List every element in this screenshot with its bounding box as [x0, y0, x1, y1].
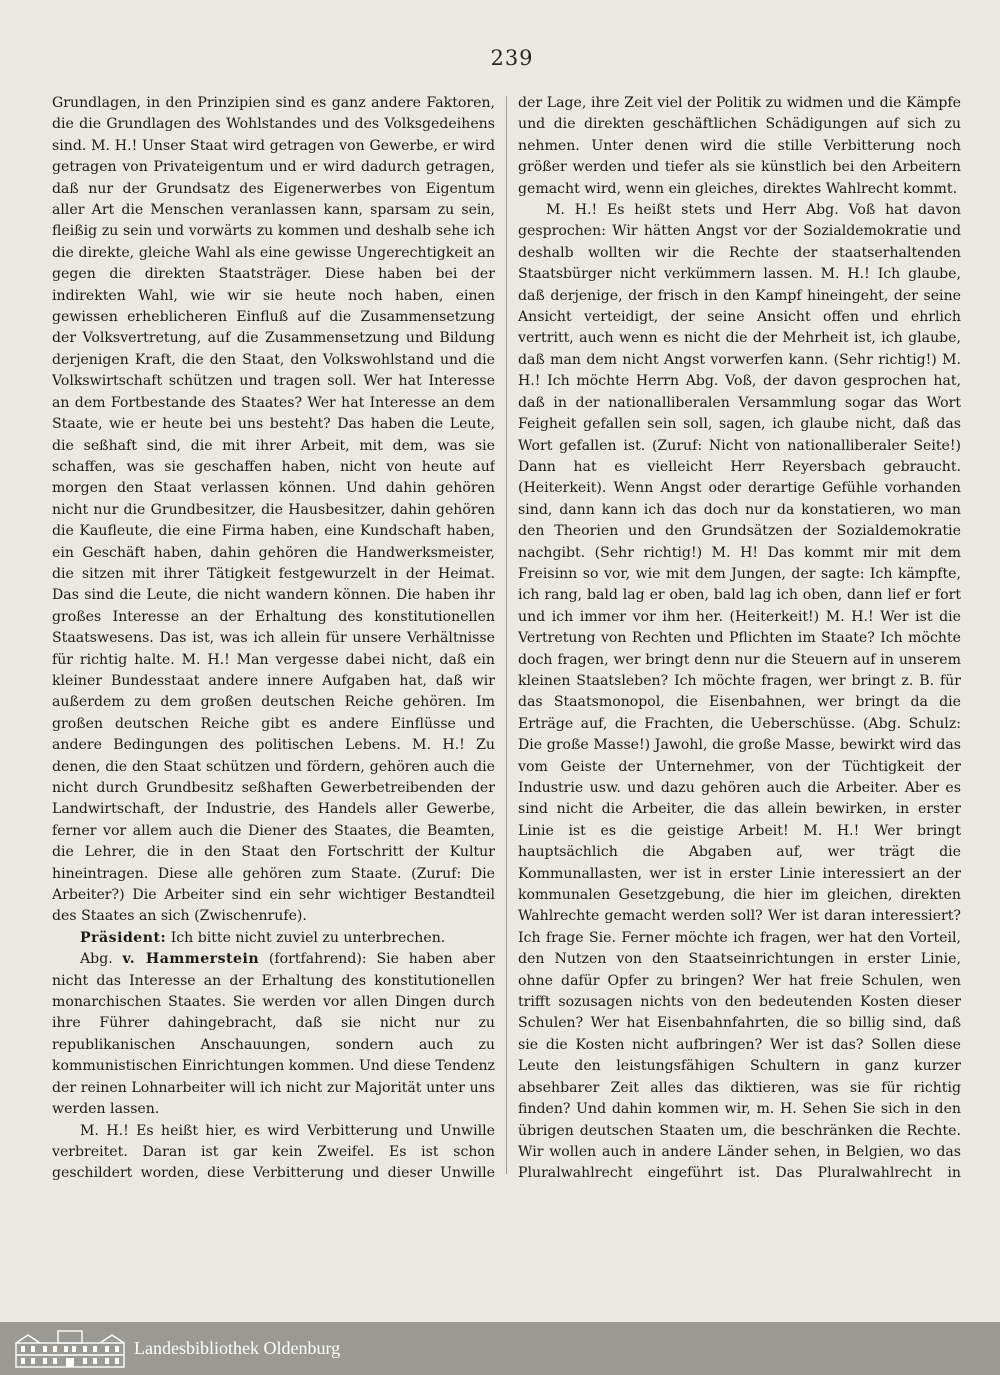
speaker-president: Präsident:	[80, 929, 167, 946]
right-paragraph-2: M. H.! Es heißt stets und Herr Abg. Voß hat davon gesprochen: Wir hätten Angst vor der Sozialdemokratie und deshalb wollten wir die Rechte der staatserhaltenden Staatsbürger nicht verkümmern lassen. M. H.! Ich glaube, daß derjenige, der frisch in den Kampf hineingeht, der seine Ansicht verteidigt, der seine Ansicht offen und ehrlich vertritt, auch wenn es nicht die der Mehrheit ist, ich glaube, daß man dem nicht Angst vorwerfen kann. (Sehr richtig!) M. H.! Ich möchte Herrn Abg. Voß, der davon gesprochen hat, daß in der nationalliberalen Versammlung sogar das Wort Feigheit gefallen sein soll, sagen, ich glaube nicht, daß das Wort gefallen ist. (Zuruf: Nicht von nationalliberaler Seite!) Dann hat es vielleicht Herr Reyersbach gebraucht. (Heiterkeit). Wenn Angst oder derartige Gefühle vorhanden sind, dann kann ich das doch nur da konstatieren, wo man den Theorien und den Grundsätzen der Sozialdemokratie nachgibt. (Sehr richtig!) M. H! Das kommt mir mit dem Freisinn so vor, wie mit dem Jungen, der sagte: Ich kämpfte, ich rang, bald lag er oben, bald lag ich oben, dann lief er fort und ich immer vor ihm her. (Heiterkeit!) M. H.! Wer ist die Vertretung von Rechten und Pflichten im Staate? Ich möchte doch fragen, wer bringt denn nur die Steuern auf in unserem kleinen Staatsleben? Ich möchte fragen, wer bringt z. B. für das Staatsmonopol, die Eisenbahnen, wer bringt da die Erträge auf, die Frachten, die Ueberschüsse. (Abg. Schulz: Die große Masse!) Jawohl, die große Masse, bewirkt wird das vom Geiste der Unternehmer, von der Tüchtigkeit der Industrie usw. und dazu gehören auch die Arbeiter. Aber es sind nicht die Arbeiter, die das allein bewirken, in erster Linie ist es die geistige Arbeit! M. H.! Wer bringt hauptsächlich die Abgaben auf, wer trägt die Kommunallasten, wer ist in erster Linie interessiert an der kommunalen Gesetzgebung, die hier im gleichen, direkten Wahlrechte gemacht werden soll? Wer ist daran interessiert? Ich frage Sie. Ferner möchte ich fragen, wer hat den Vorteil, den Nutzen von den Staatseinrichtungen in erster Linie, ohne dafür Opfer zu bringen? Wer hat freie Schulen, wen trifft sozusagen nichts von den bedeutenden Kosten dieser Schulen? Wer hat Eisenbahnfahrten, die so billig sind, daß sie die Kosten nicht aufbringen? Wer ist das? Sollen diese Leute den leistungsfähigen Schultern in ganz kurzer absehbarer Zeit alles das diktieren, was sie für richtig finden? Und dahin kommen wir, m. H. Sehen Sie sich in den übrigen deutschen Staaten um, die beschränken die Rechte. Wir wollen auch in andere Länder sehen, in Belgien, wo das Pluralwahlrecht eingeführt ist. Das Pluralwahlrecht in	[518, 202, 961, 1182]
speaker-hammerstein: v. Hammerstein	[122, 951, 260, 968]
column-divider	[506, 96, 507, 1174]
page-number: 239	[490, 46, 534, 70]
president-remark: Ich bitte nicht zuviel zu unterbrechen.	[166, 929, 446, 946]
left-paragraph-2	[52, 928, 495, 949]
right-paragraph-1: der Lage, ihre Zeit viel der Politik zu widmen und die Kämpfe und die direkten geschäftlichen Schädigungen auf sich zu nehmen. Unter denen wird die stille Verbitterung noch größer werden und tiefer als sie künstlich bei den Arbeitern gemacht wird, wenn ein gleiches, direktes Wahlrecht kommt.	[518, 95, 961, 197]
library-building-icon	[14, 1329, 126, 1369]
left-paragraph-3	[52, 949, 495, 1120]
left-paragraph-1: Grundlagen, in den Prinzipien sind es ganz andere Faktoren, die die Grundlagen des Wohlstandes und des Volksgedeihens sind. M. H.! Unser Staat wird getragen von Gewerbe, er wird getragen von Privateigentum und er wird dadurch getragen, daß nur der Grundsatz des Eigenerwerbes von Eigentum aller Art die Menschen veranlassen kann, sparsam zu sein, fleißig zu sein und vorwärts zu kommen und deshalb sehe ich die direkte, gleiche Wahl als eine gewisse Ungerechtigkeit an gegen die direkten Staatsträger. Diese haben bei der indirekten Wahl, wie wir sie heute noch haben, einen gewissen erheblicheren Einfluß auf die Zusammensetzung der Volksvertretung, auf die Zusammensetzung und Bildung derjenigen Kraft, die den Staat, den Volkswohlstand und die Volkswirtschaft schützen und tragen soll. Wer hat Interesse an dem Fortbestande des Staates? Wer hat Interesse an dem Staate, wie er heute bei uns besteht? Das haben die Leute, die seßhaft sind, die mit ihrer Arbeit, mit dem, was sie schaffen, was sie geschaffen haben, nicht von heute auf morgen den Staat verlassen können. Und dahin gehören nicht nur die Grundbesitzer, die Hausbesitzer, dahin gehören die Kaufleute, die eine Firma haben, eine Kundschaft haben, ein Geschäft haben, dahin gehören die Handwerksmeister, die sitzen mit ihrer Tätigkeit festgewurzelt in der Heimat. Das sind die Leute, die nicht wandern können. Die haben ihr großes Interesse an der Erhaltung des konstitutionellen Staatswesens. Das ist, was ich allein für unsere Verhältnisse für richtig halte. M. H.! Man vergesse dabei nicht, daß ein kleiner Bundesstaat andere innere Aufgaben hat, daß wir außerdem zu dem großen deutschen Reiche gehören. Im großen deutschen Reiche gibt es andere Einflüsse und andere Bedingungen des politischen Lebens. M. H.! Zu denen, die den Staat schützen und fördern, gehören auch die nicht durch Grundbesitz seßhaften Gewerbetreibenden der Landwirtschaft, der Industrie, des Handels aller Gewerbe, ferner vor allem auch die Diener des Staates, die Beamten, die Lehrer, die in den Staat den Fortschritt der Kultur hineintragen. Diese alle gehören zum Staate. (Zuruf: Die Arbeiter?) Die Arbeiter sind ein sehr wichtiger Bestandteil des Staates an sich (Zwischenrufe).	[52, 95, 495, 925]
abg-prefix: Abg.	[80, 951, 123, 968]
left-paragraph-4: M. H.! Es heißt hier, es wird Verbitterung und Unwille verbreitet. Daran ist gar kein Zweifel. Es ist schon geschildert worden, diese Verbitterung und dieser Unwille	[52, 1122, 495, 1182]
library-footer	[0, 1322, 1000, 1375]
right-column	[518, 93, 961, 1183]
left-column	[52, 93, 495, 1183]
library-name: Landesbibliothek Oldenburg	[134, 1338, 341, 1358]
hammerstein-speech: (fortfahrend): Sie haben aber nicht das Interesse an der Erhaltung des konstitutionellen monarchischen Staates. Sie werden vor allen Dingen durch ihre Führer dahingebracht, daß sie nicht nur zu republikanischen Anschauungen, sondern auch zu kommunistischen Einrichtungen kommen. Und diese Tendenz der reinen Lohnarbeiter will ich nicht zur Majorität unter uns werden lassen.	[52, 951, 495, 1118]
